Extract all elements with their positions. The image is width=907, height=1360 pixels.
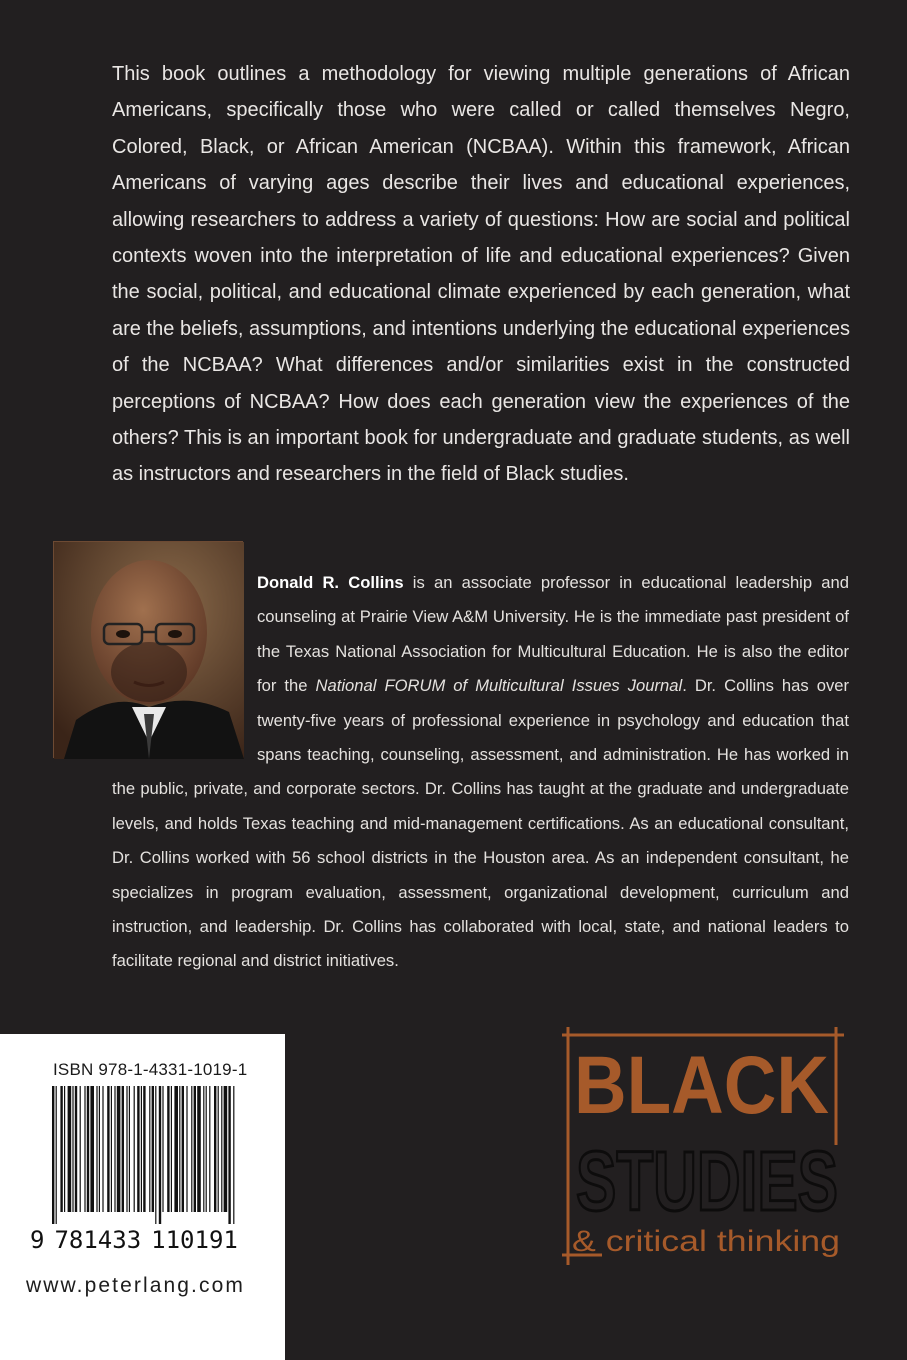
barcode-bar (90, 1086, 94, 1212)
barcode-bar (186, 1086, 187, 1212)
series-logo-black: BLACK (574, 1040, 829, 1131)
barcode-bar (56, 1086, 57, 1224)
barcode-bar (197, 1086, 201, 1212)
barcode-bar (68, 1086, 72, 1212)
journal-title: National FORUM of Multicultural Issues Journal (315, 676, 683, 696)
barcode-digit-lead: 9 (30, 1226, 45, 1254)
barcode-bar (206, 1086, 207, 1212)
author-bio (112, 566, 849, 979)
barcode-bar (182, 1086, 184, 1212)
barcode-bar (137, 1086, 139, 1212)
barcode-bar (233, 1086, 234, 1224)
barcode-digits-left: 781433 (54, 1226, 142, 1254)
barcode-bar (64, 1086, 65, 1212)
barcode-bar (179, 1086, 180, 1212)
isbn-panel (0, 1034, 285, 1360)
barcode-bar (122, 1086, 124, 1212)
isbn-label: ISBN 978-1-4331-1019-1 (53, 1060, 248, 1079)
barcode-bar (167, 1086, 169, 1212)
barcode-bar (107, 1086, 109, 1212)
barcode-bar (174, 1086, 178, 1212)
barcode-bar (221, 1086, 222, 1212)
barcode-digits (30, 1226, 260, 1254)
barcode-bar (209, 1086, 210, 1212)
barcode-bar (84, 1086, 85, 1212)
series-logo-tagline: & critical thinking (572, 1225, 840, 1258)
barcode-bar (162, 1086, 163, 1212)
barcode (50, 1086, 236, 1226)
barcode-bar (72, 1086, 73, 1212)
bio-text-2: . Dr. Collins has over twenty-five years of professional experience in psychology and education that spans teaching, counseling, assessment, and administration. He has worked in the public, private, and corporate sectors. Dr. Collins has taught at the graduate and undergraduate levels, and holds Texas teaching and mid-management certifications. As an educational consultant, Dr. Collins worked with 56 school districts in the Houston area. As an independent consultant, he specializes in program evaluation, assessment, organizational development, curriculum and instruction, and leadership. Dr. Collins has collaborated with local, state, and national leaders to facilitate regional and district initiatives. (112, 676, 849, 971)
barcode-bar (114, 1086, 115, 1212)
barcode-bar (99, 1086, 100, 1212)
barcode-bar (87, 1086, 89, 1212)
barcode-bar (134, 1086, 135, 1212)
barcode-bar (52, 1086, 54, 1224)
barcode-bar (117, 1086, 121, 1212)
barcode-bar (126, 1086, 127, 1212)
barcode-bar (191, 1086, 192, 1212)
series-logo-studies: STUDIES (576, 1134, 838, 1228)
barcode-bar (111, 1086, 112, 1212)
barcode-bar (129, 1086, 130, 1212)
barcode-bar (214, 1086, 216, 1212)
barcode-bar (203, 1086, 204, 1212)
barcode-bar (194, 1086, 196, 1212)
author-name: Donald R. Collins (257, 573, 404, 592)
barcode-bar (149, 1086, 150, 1212)
barcode-bar (224, 1086, 228, 1212)
barcode-bar (60, 1086, 62, 1212)
barcode-bar (75, 1086, 77, 1212)
barcode-bar (143, 1086, 145, 1212)
barcode-bar (141, 1086, 142, 1212)
series-logo (562, 1025, 852, 1275)
bio-text-1: is an associate professor in educational leadership and counseling at Prairie View A&M University. He is the immediate past president of the Texas National Association for Multicultural Education. He is also the editor for the (257, 573, 849, 696)
barcode-bar (96, 1086, 97, 1212)
barcode-bar (80, 1086, 81, 1212)
barcode-bar (155, 1086, 156, 1224)
publisher-url: www.peterlang.com (26, 1274, 245, 1297)
barcode-bar (228, 1086, 230, 1224)
book-description: This book outlines a methodology for viewing multiple generations of African Americans, specifically those who were called or called themselves Negro, Colored, Black, or African American (NCBAA). Within this framework, African Americans of varying ages describe their lives and educational experiences, allowing researchers to address a variety of questions: How are social and political contexts woven into the interpretation of life and educational experiences? Given the social, political, and educational climate experienced by each generation, what are the beliefs, assumptions, and intentions underlying the educational experiences of the NCBAA? What differences and/or similarities exist in the constructed perceptions of NCBAA? How does each generation view the experiences of the others? This is an important book for undergraduate and graduate students, as well as instructors and researchers in the field of Black studies. (112, 63, 850, 486)
barcode-bar (159, 1086, 161, 1224)
barcode-bar (152, 1086, 154, 1212)
barcode-digits-right: 110191 (151, 1226, 238, 1254)
barcode-bar (102, 1086, 103, 1212)
photo-spacer (112, 566, 257, 772)
barcode-bar (171, 1086, 172, 1212)
barcode-bar (218, 1086, 219, 1212)
